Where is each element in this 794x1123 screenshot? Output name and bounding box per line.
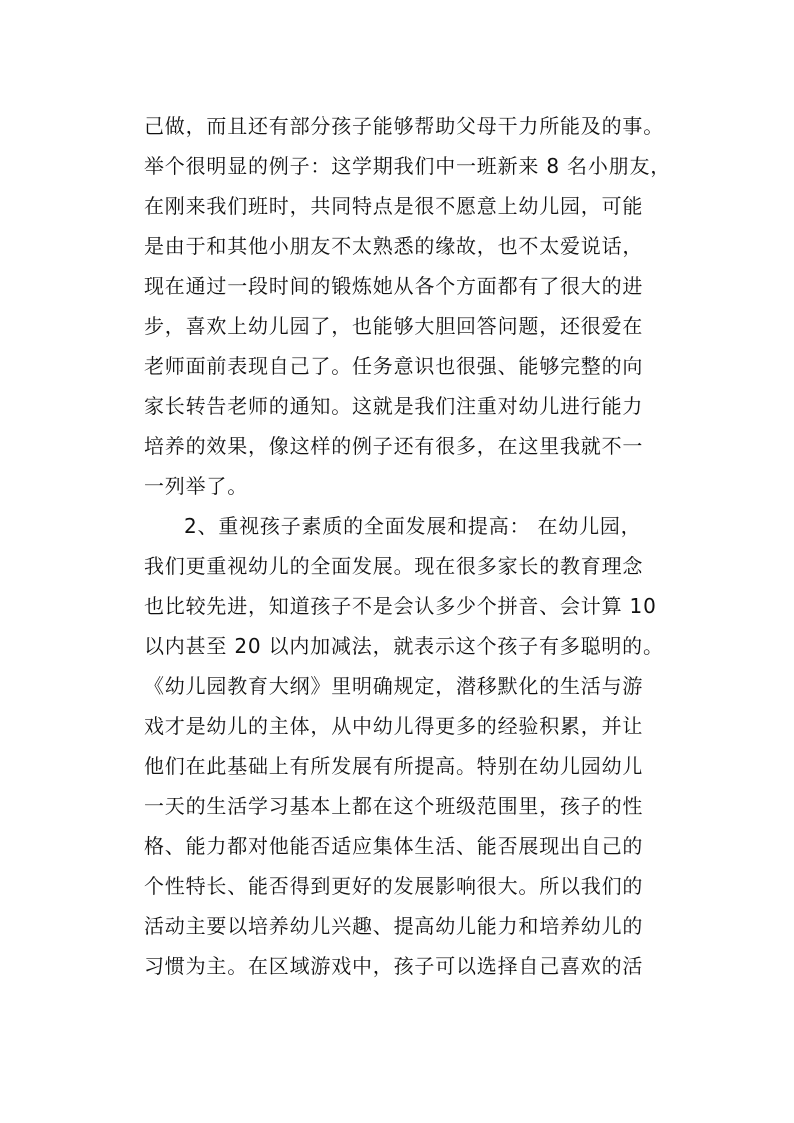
text-line-17: 他们在此基础上有所发展有所提高。特别在幼儿园幼儿: [144, 754, 644, 778]
text-line-9: 培养的效果，像这样的例子还有很多，在这里我就不一: [144, 434, 644, 458]
text-line-13: 也比较先进，知道孩子不是会认多少个拼音、会计算 10: [144, 594, 657, 618]
text-line-6: 步，喜欢上幼儿园了，也能够大胆回答问题，还很爱在: [144, 314, 644, 338]
section-heading-line: 2、重视孩子素质的全面发展和提高： 在幼儿园，: [184, 514, 642, 538]
text-line-12: 我们更重视幼儿的全面发展。现在很多家长的教育理念: [144, 554, 644, 578]
text-line-14: 以内甚至 20 以内加减法，就表示这个孩子有多聪明的。: [144, 634, 664, 658]
text-line-18: 一天的生活学习基本上都在这个班级范围里，孩子的性: [144, 794, 644, 818]
text-line-16: 戏才是幼儿的主体，从中幼儿得更多的经验积累，并让: [144, 714, 644, 738]
text-line-10: 一列举了。: [144, 474, 248, 498]
text-line-1: 己做，而且还有部分孩子能够帮助父母干力所能及的事。: [144, 114, 664, 138]
text-line-8: 家长转告老师的通知。这就是我们注重对幼儿进行能力: [144, 394, 644, 418]
text-line-19: 格、能力都对他能否适应集体生活、能否展现出自己的: [144, 834, 644, 858]
text-line-22: 习惯为主。在区域游戏中，孩子可以选择自己喜欢的活: [144, 954, 644, 978]
text-line-20: 个性特长、能否得到更好的发展影响很大。所以我们的: [144, 874, 644, 898]
text-line-7: 老师面前表现自己了。任务意识也很强、能够完整的向: [144, 354, 644, 378]
document-body: [144, 106, 684, 986]
text-line-2: 举个很明显的例子：这学期我们中一班新来 8 名小朋友，: [144, 154, 672, 178]
text-line-5: 现在通过一段时间的锻炼她从各个方面都有了很大的进: [144, 274, 644, 298]
text-line-4: 是由于和其他小朋友不太熟悉的缘故，也不太爱说话，: [144, 234, 644, 258]
text-line-15: 《幼儿园教育大纲》里明确规定，潜移默化的生活与游: [144, 674, 644, 698]
text-line-3: 在刚来我们班时，共同特点是很不愿意上幼儿园，可能: [144, 194, 644, 218]
text-line-21: 活动主要以培养幼儿兴趣、提高幼儿能力和培养幼儿的: [144, 914, 644, 938]
